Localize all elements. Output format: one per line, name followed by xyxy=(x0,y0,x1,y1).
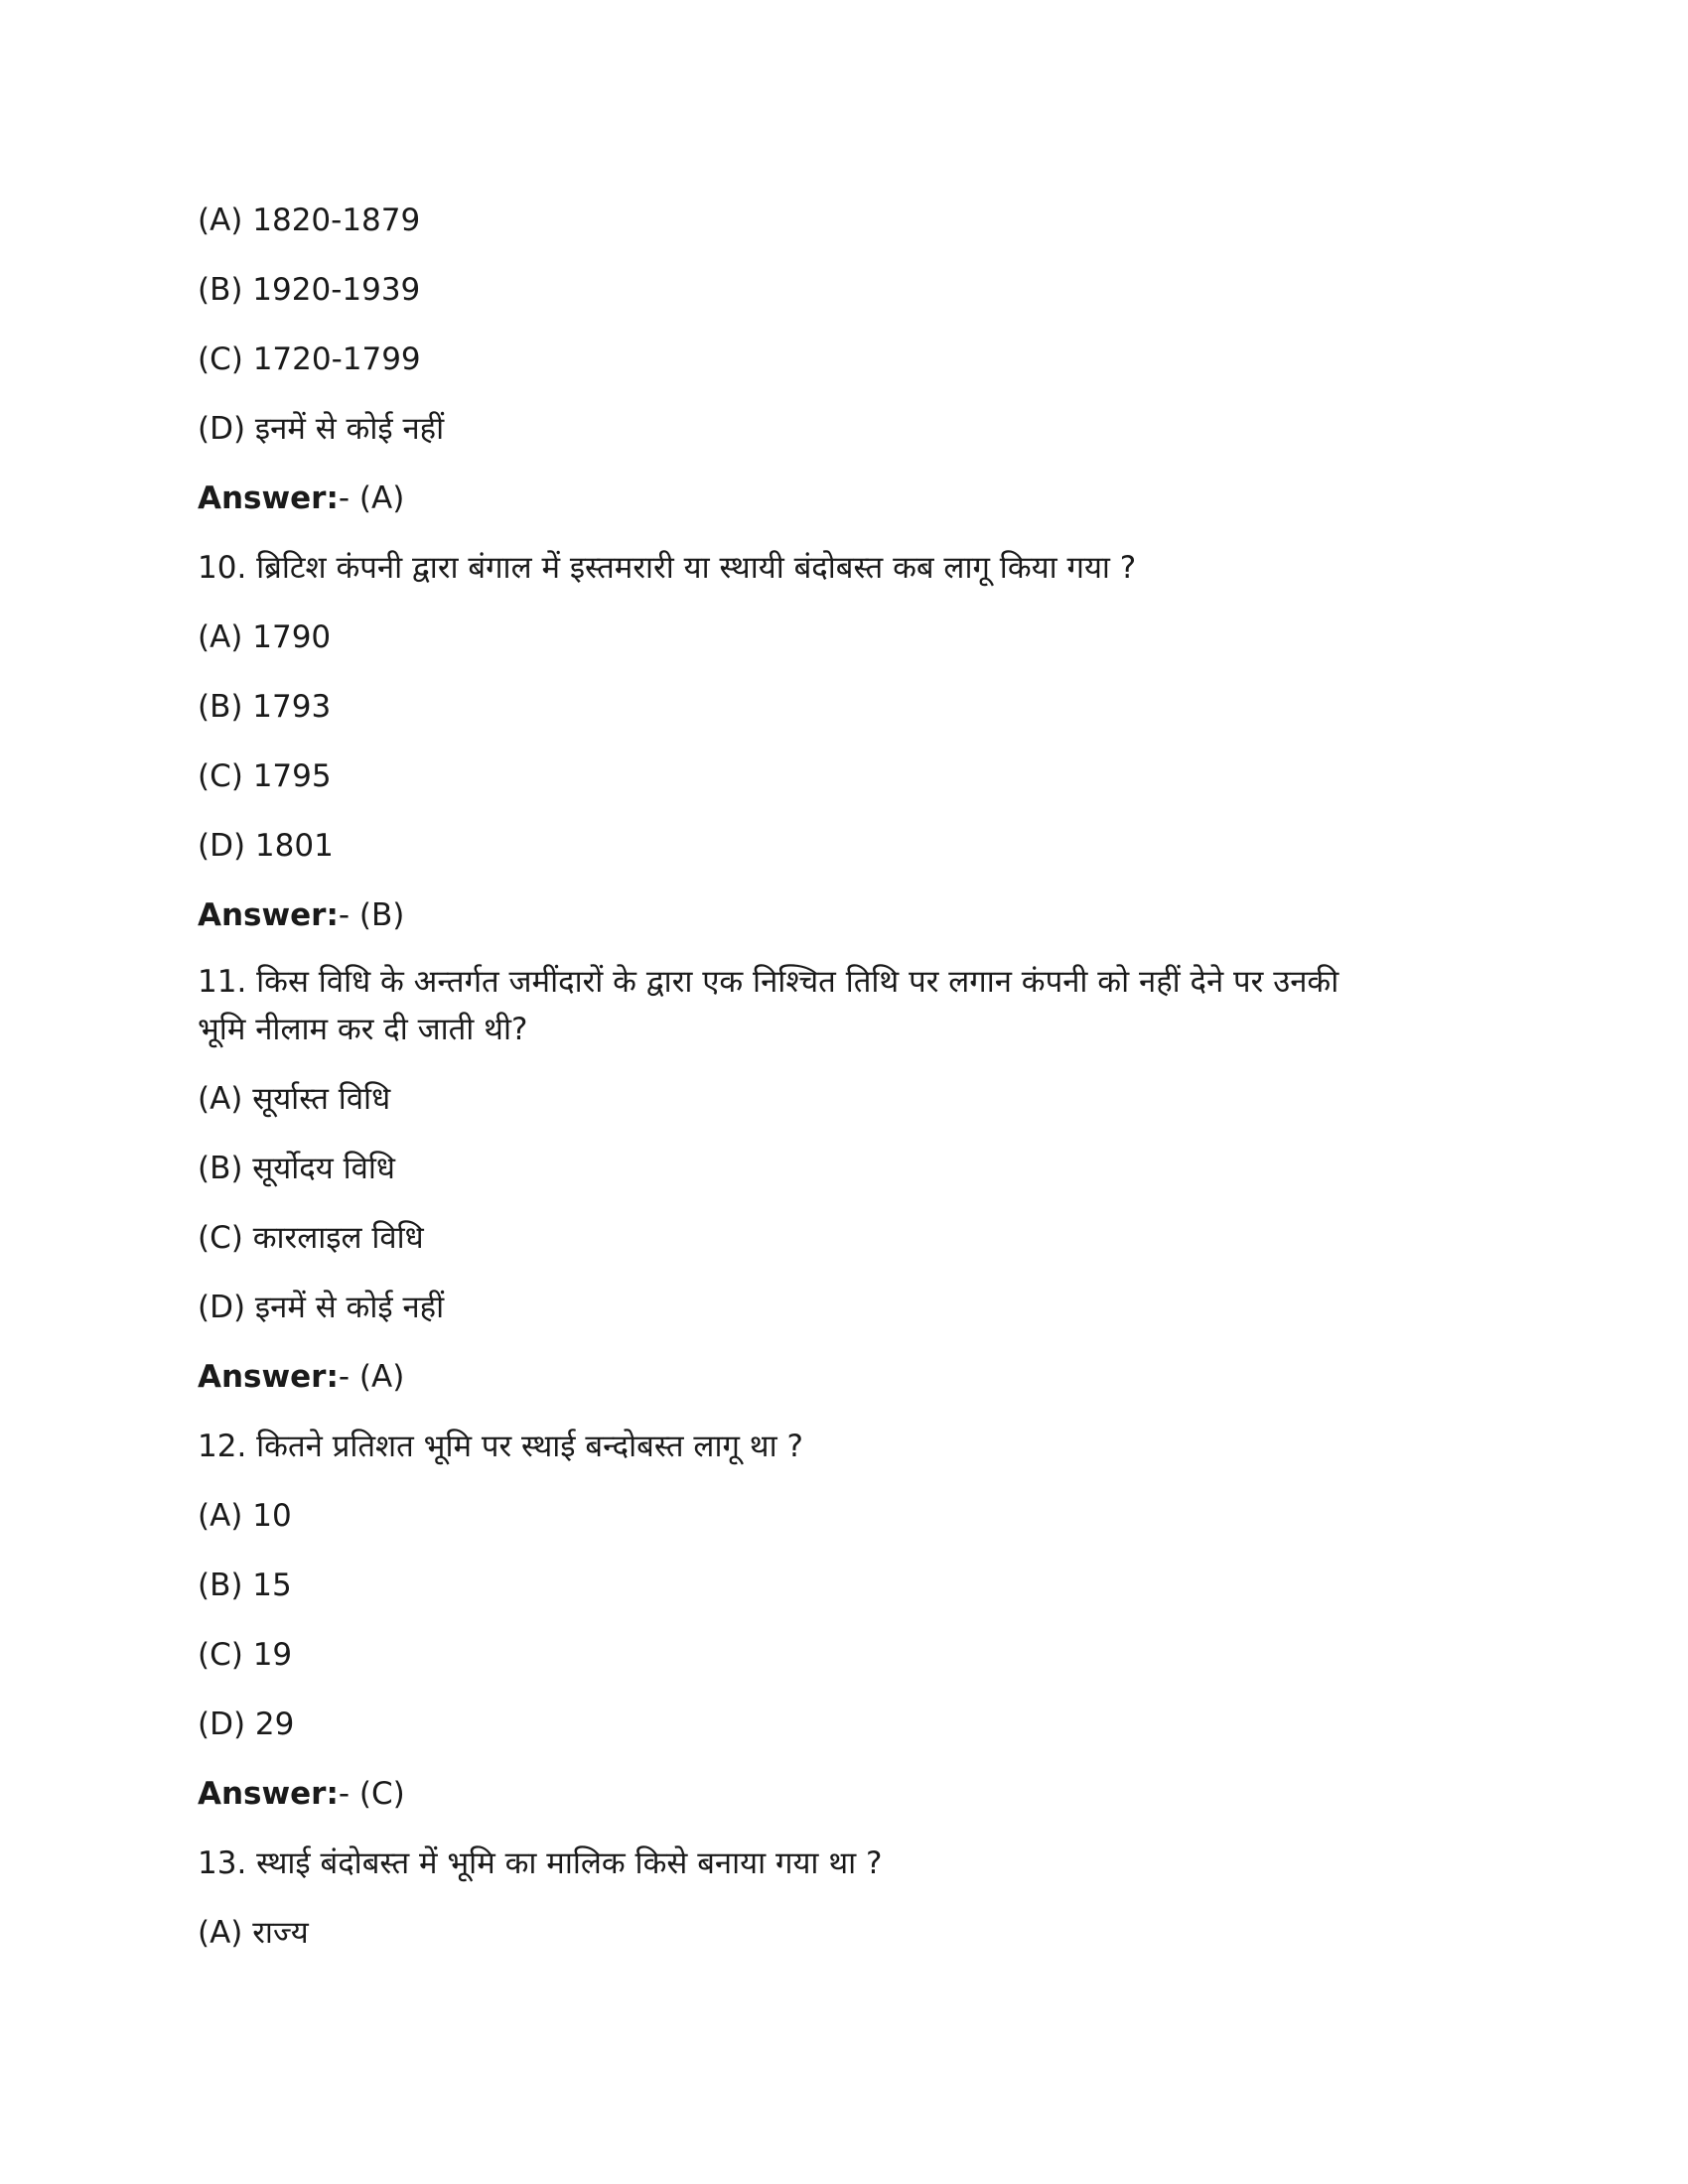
q10-option-a: (A) 1790 xyxy=(198,619,332,655)
answer-value: - (C) xyxy=(338,1776,405,1812)
q12-option-d: (D) 29 xyxy=(198,1706,295,1742)
q11-option-c: (C) कारलाइल विधि xyxy=(198,1220,424,1256)
q10-answer xyxy=(198,891,1488,939)
q9-option-c: (C) 1720-1799 xyxy=(198,341,421,377)
q9-option-d: (D) इनमें से कोई नहीं xyxy=(198,411,445,447)
q11-option-d: (D) इनमें से कोई नहीं xyxy=(198,1290,445,1325)
q13-question: 13. स्थाई बंदोबस्त में भूमि का मालिक किसे बनाया गया था ? xyxy=(198,1845,883,1881)
q12-option-b: (B) 15 xyxy=(198,1568,292,1603)
q12-answer xyxy=(198,1770,1488,1818)
q10-question: 10. ब्रिटिश कंपनी द्वारा बंगाल में इस्तमरारी या स्थायी बंदोबस्त कब लागू किया गया ? xyxy=(198,550,1137,586)
q10-option-c: (C) 1795 xyxy=(198,758,332,794)
q10-option-d: (D) 1801 xyxy=(198,828,334,864)
answer-value: - (B) xyxy=(338,897,405,933)
q9-option-b: (B) 1920-1939 xyxy=(198,272,421,308)
q12-question: 12. कितने प्रतिशत भूमि पर स्थाई बन्दोबस्त लागू था ? xyxy=(198,1429,803,1464)
q9-answer xyxy=(198,475,1488,522)
answer-label: Answer: xyxy=(198,897,339,933)
q11-question-line2: भूमि नीलाम कर दी जाती थी? xyxy=(198,1012,528,1047)
q9-option-a: (A) 1820-1879 xyxy=(198,203,421,238)
q11-answer xyxy=(198,1353,1488,1401)
answer-value: - (A) xyxy=(338,1359,405,1395)
q11-option-a: (A) सूर्यास्त विधि xyxy=(198,1081,391,1117)
answer-label: Answer: xyxy=(198,1776,339,1812)
q11-question-line1: 11. किस विधि के अन्तर्गत जमींदारों के द्वारा एक निश्चित तिथि पर लगान कंपनी को नहीं देने पर उनकी xyxy=(198,964,1339,1000)
q11-option-b: (B) सूर्योदय विधि xyxy=(198,1151,395,1186)
answer-label: Answer: xyxy=(198,480,339,516)
q10-option-b: (B) 1793 xyxy=(198,689,332,725)
q12-option-a: (A) 10 xyxy=(198,1498,292,1534)
answer-value: - (A) xyxy=(338,480,405,516)
answer-label: Answer: xyxy=(198,1359,339,1395)
q13-option-a: (A) राज्य xyxy=(198,1915,309,1951)
q12-option-c: (C) 19 xyxy=(198,1637,293,1673)
